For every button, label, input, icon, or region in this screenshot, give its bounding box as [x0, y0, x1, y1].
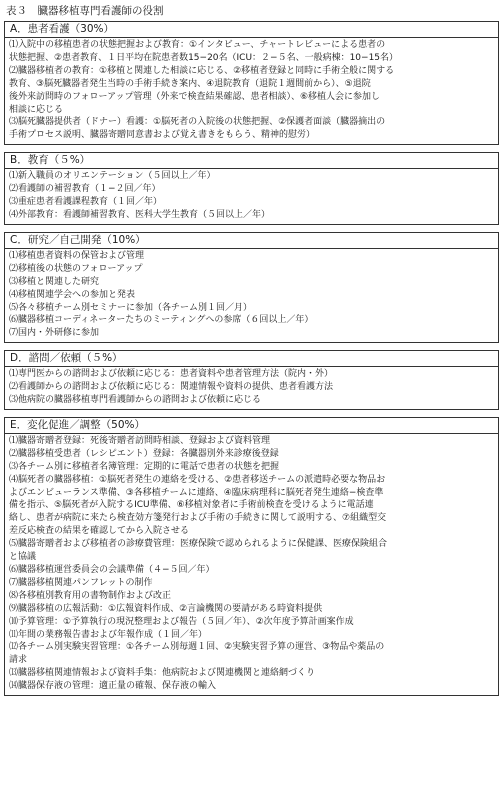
- table-caption: 表３ 臓器移植専門看護師の役割: [6, 5, 164, 17]
- section-body: [5, 434, 498, 695]
- section-title: B．教育（５%）: [5, 153, 498, 169]
- item-line: ⑵看護師からの諮問および依頼に応じる：関連情報や資料の提供、患者看護方法: [9, 382, 334, 393]
- section-a: [4, 21, 499, 145]
- item-line: ⑺臓器移植関連パンフレットの制作: [9, 577, 153, 588]
- item-line: ⑹臓器移植運営委員会の会議準備（４−５回／年）: [9, 565, 215, 575]
- item-line: 相談に応じる: [9, 104, 64, 115]
- section-b: [4, 152, 499, 225]
- item-line: ⑸各々移植チーム別セミナーに参加（各チーム別１回／月）: [9, 302, 253, 313]
- item-line: ⑵移植後の状態のフォローアップ: [9, 263, 143, 274]
- section-gap: [4, 343, 499, 349]
- section-gap: [4, 145, 499, 151]
- item-line: ⑴新入職員のオリエンテーション（５回以上／年）: [9, 171, 216, 182]
- roles-table: [4, 21, 499, 696]
- section-body: [5, 38, 498, 144]
- item-line: と協議: [9, 552, 37, 563]
- item-line: ⑴臓器寄贈者登録：死後寄贈者訪問時相談、登録および資料管理: [9, 435, 271, 446]
- item-line: 教育、③脳死臓器者発生当時の手術手続き案内、④退院教育（退院１週間前から）、⑤退院: [9, 78, 371, 89]
- item-line: 絡し、患者が病院に来たら検査効方箋発行および手術の手続きに関して説明する、⑦組織型交: [9, 513, 387, 524]
- section-gap: [4, 410, 499, 416]
- section-gap: [4, 225, 499, 231]
- section-title: E．変化促進／調整（50%）: [5, 418, 498, 434]
- item-line: ⑿各チーム別実験実習管理：①各チーム別毎週１回、②実験実習予算の運営、③物品や薬品の: [9, 642, 385, 653]
- item-line: ⑸臓器寄贈者および移植者の診療費管理：医療保険で認められるように保健課、医療保険組合: [9, 539, 388, 550]
- item-line: ⑵臓器移植者の教育：①移植と関連した相談に応じる、②移植者登録と同時に手術全般に関する: [9, 65, 395, 76]
- item-line: 状態把握、②患者教育、１日平均在院患者数15−20名（ICU：２−５名、一般病棟：10−15名）: [9, 52, 399, 63]
- item-line: 後外来訪問時のフォローアップ管理（外来で検査結果確認、患者相談）、⑥移植人会に参加し: [9, 91, 381, 102]
- item-line: ⑶移植と関連した研究: [9, 276, 100, 287]
- item-line: ⑷外部教育：看護師補習教育、医科大学生教育（５回以上／年）: [9, 209, 271, 220]
- item-line: ⑵看護師の補習教育（１−２回／年）: [9, 184, 161, 195]
- section-title: D．諮問／依頼（５%）: [5, 351, 498, 367]
- item-line: ⑽予算管理：①予算執行の現況整理および報告（５回／年）、②次年度予算計画案作成: [9, 616, 354, 627]
- item-line: ⑾年間の業務報告書および年報作成（１回／年）: [9, 629, 208, 640]
- document-page: [4, 0, 499, 696]
- item-line: ⑷移植関連学会への参加と発表: [9, 289, 136, 300]
- item-line: ⑶重症患者看護課程教育（１回／年）: [9, 197, 163, 208]
- item-line: 請求: [9, 655, 28, 666]
- item-line: ⑴専門医からの諮問および依頼に応じる：患者資料や患者管理方法（院内・外）: [9, 369, 334, 380]
- item-line: ⑴移植患者資料の保管および管理: [9, 250, 145, 261]
- item-line: 差反応検査の結果を確認してから入院させる: [9, 526, 190, 537]
- section-d: [4, 350, 499, 410]
- section-c: [4, 232, 499, 343]
- section-body: [5, 367, 498, 409]
- item-line: ⒀臓器移植関連情報および資料手集：他病院および関連機関と連絡網づくり: [9, 668, 316, 679]
- section-body: [5, 249, 498, 342]
- item-line: ⑶各チーム別に移植者名簿管理：定期的に電話で患者の状態を把握: [9, 461, 280, 472]
- item-line: 備を指示、⑤脳死者が入院するICU準備、⑥移植対象者に手術前検査を受けるように電話連: [9, 500, 374, 511]
- item-line: ⑶他病院の臓器移植専門看護師からの諮問および依頼に応じる: [9, 395, 262, 406]
- item-line: ⑼臓器移植の広報活動：①広報資料作成、②言論機関の要請がある時資料提供: [9, 603, 323, 614]
- item-line: ⑴入院中の移植患者の状態把握および教育：①インタビュー、チャートレビューによる患者の: [9, 40, 386, 50]
- item-line: ⑷脳死者の臓器移植：①脳死者発生の連絡を受ける、②患者移送チームの派遣時必要な物品お: [9, 474, 386, 485]
- item-line: 手術プロセス説明、臓器寄贈同意書および覚え書きをもらう、精神的慰労）: [9, 130, 316, 141]
- item-line: ⑻各移植別教育用の書物制作および改正: [9, 590, 172, 601]
- section-e: [4, 417, 499, 696]
- item-line: ⑵臓器移植受患者（レシピエント）登録：各臓器別外来診療後登録: [9, 448, 279, 459]
- section-title: C．研究／自己開発（10%）: [5, 233, 498, 249]
- section-title: A．患者看護（30%）: [5, 22, 498, 38]
- item-line: よびエンビューランス準備、③各移植チームに連絡、④臨床病理科に脳死者発生連絡−検査準: [9, 487, 384, 498]
- item-line: ⒁臓器保存液の管理：適正量の確報、保存液の輸入: [9, 681, 217, 692]
- item-line: ⑶脳死臓器提供者（ドナー）看護：①脳死者の入院後の状態把握、②保護者面談（臓器摘出の: [9, 117, 386, 128]
- item-line: ⑺国内・外研修に参加: [9, 328, 100, 339]
- section-body: [5, 169, 498, 224]
- item-line: ⑹臓器移植コーディネーターたちのミーティングへの参席（６回以上／年）: [9, 315, 314, 326]
